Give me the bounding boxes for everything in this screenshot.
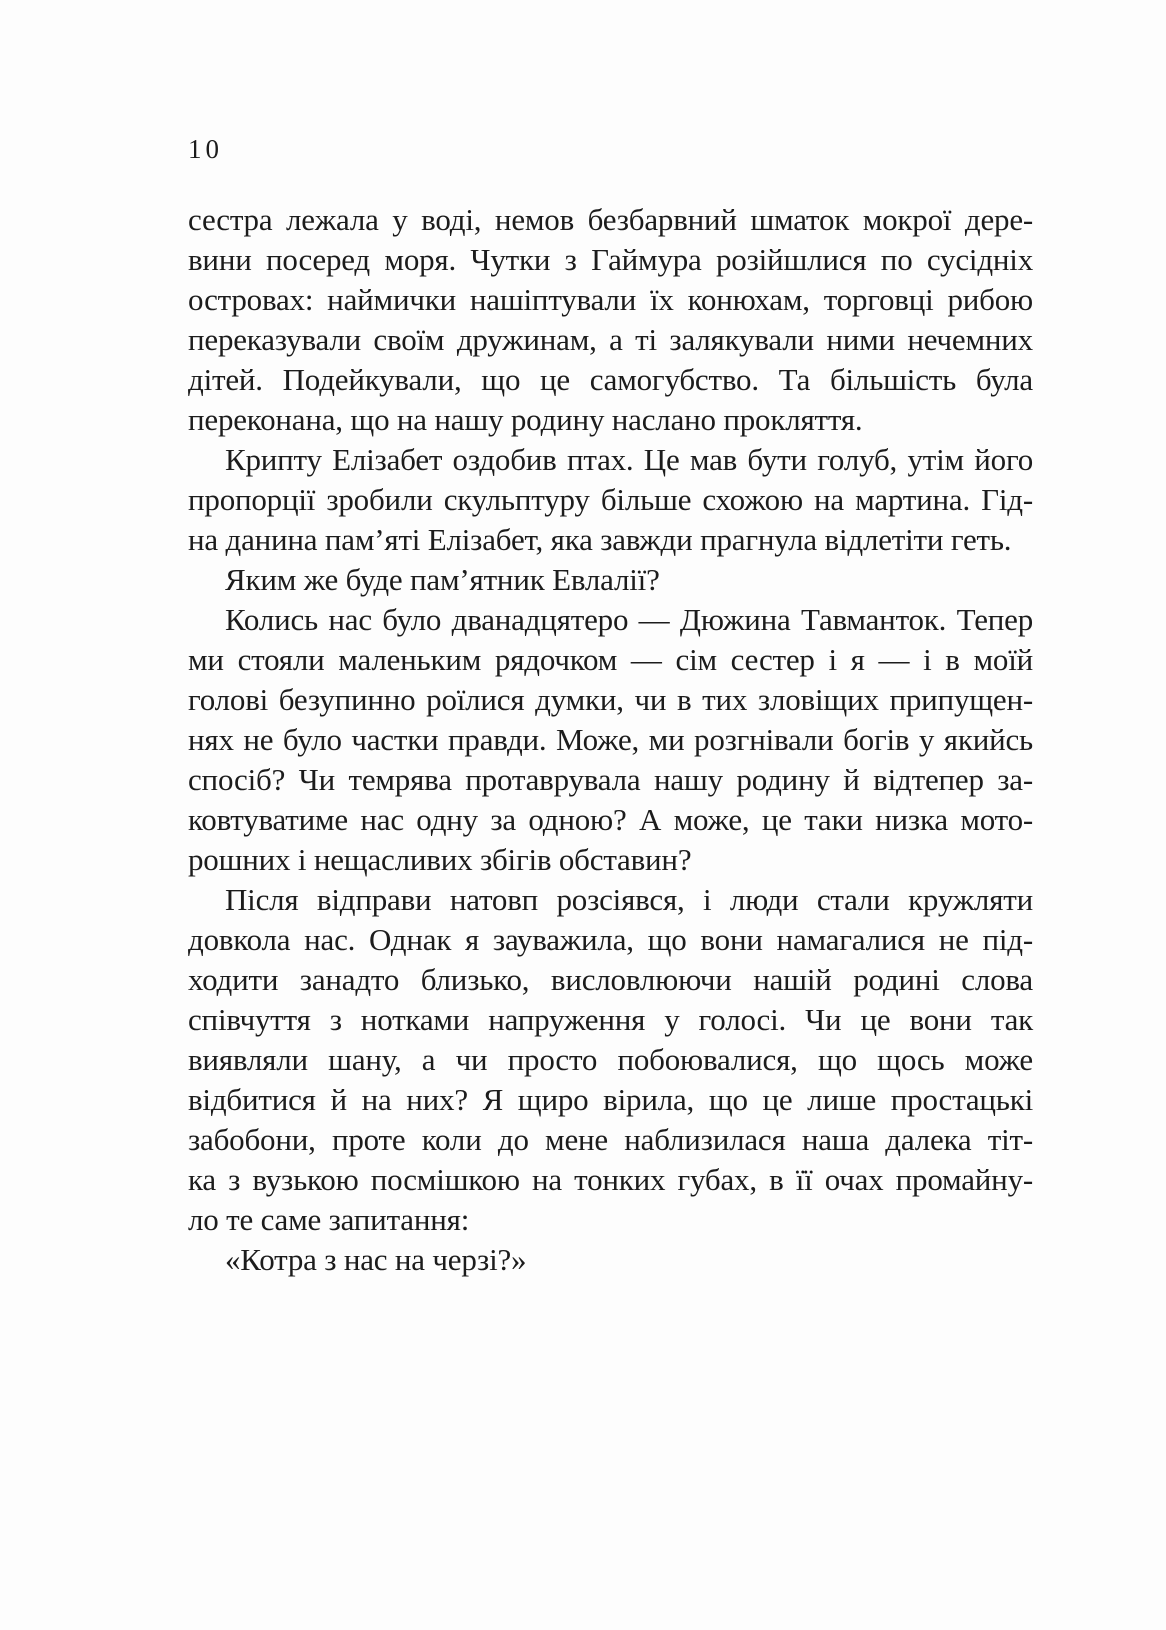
- text-line: Колись нас було дванадцятеро — Дюжина Тавманток. Тепер: [225, 602, 1033, 637]
- text-line: спосіб? Чи темрява протаврувала нашу родину й відтепер за-: [188, 762, 1033, 797]
- paragraph: [188, 600, 1033, 880]
- text-line: вини посеред моря. Чутки з Гаймура розійшлися по сусідніх: [188, 242, 1033, 277]
- text-line: Крипту Елізабет оздобив птах. Це мав бути голуб, утім його: [225, 442, 1033, 477]
- paragraph: [188, 1240, 1033, 1280]
- paragraph: [188, 880, 1033, 1240]
- text-line: ло те саме запитання:: [188, 1202, 470, 1237]
- body-text-block: [188, 200, 1033, 1280]
- text-line: забобони, проте коли до мене наблизилася наша далека тіт-: [188, 1122, 1033, 1157]
- text-line: голові безупинно роїлися думки, чи в тих зловіщих припущен-: [188, 682, 1033, 717]
- text-line: островах: наймички нашіптували їх конюхам, торговці рибою: [188, 282, 1033, 317]
- text-line: пропорції зробили скульптуру більше схожою на мартина. Гід-: [188, 482, 1033, 517]
- paragraph: [188, 440, 1033, 560]
- paragraph: [188, 560, 1033, 600]
- text-line: сестра лежала у воді, немов безбарвний шматок мокрої дере-: [188, 202, 1033, 237]
- text-line: ковтуватиме нас одну за одною? А може, це таки низка мото-: [188, 802, 1033, 837]
- text-line: виявляли шану, а чи просто побоювалися, що щось може: [188, 1042, 1033, 1077]
- text-line: «Котра з нас на черзі?»: [225, 1242, 527, 1277]
- paragraph: [188, 200, 1033, 440]
- text-line: рошних і нещасливих збігів обставин?: [188, 842, 692, 877]
- text-line: переконана, що на нашу родину наслано прокляття.: [188, 402, 863, 437]
- text-line: переказували своїм дружинам, а ті залякували ними нечемних: [188, 322, 1033, 357]
- text-line: ка з вузькою посмішкою на тонких губах, в її очах промайну-: [188, 1162, 1033, 1197]
- text-line: на данина пам’яті Елізабет, яка завжди прагнула відлетіти геть.: [188, 522, 1012, 557]
- text-line: дітей. Подейкували, що це самогубство. Та більшість була: [188, 362, 1033, 397]
- text-line: Після відправи натовп розсіявся, і люди стали кружляти: [225, 882, 1033, 917]
- text-line: ходити занадто близько, висловлюючи нашій родині слова: [188, 962, 1033, 997]
- text-line: нях не було частки правди. Може, ми розгнівали богів у якийсь: [188, 722, 1033, 757]
- text-line: довкола нас. Однак я зауважила, що вони намагалися не під-: [188, 922, 1033, 957]
- text-line: ми стояли маленьким рядочком — сім сестер і я — і в моїй: [188, 642, 1033, 677]
- text-line: співчуття з нотками напруження у голосі. Чи це вони так: [188, 1002, 1033, 1037]
- text-line: Яким же буде пам’ятник Евлалії?: [225, 562, 660, 597]
- page-number: 10: [188, 134, 223, 164]
- text-line: відбитися й на них? Я щиро вірила, що це лише простацькі: [188, 1082, 1033, 1117]
